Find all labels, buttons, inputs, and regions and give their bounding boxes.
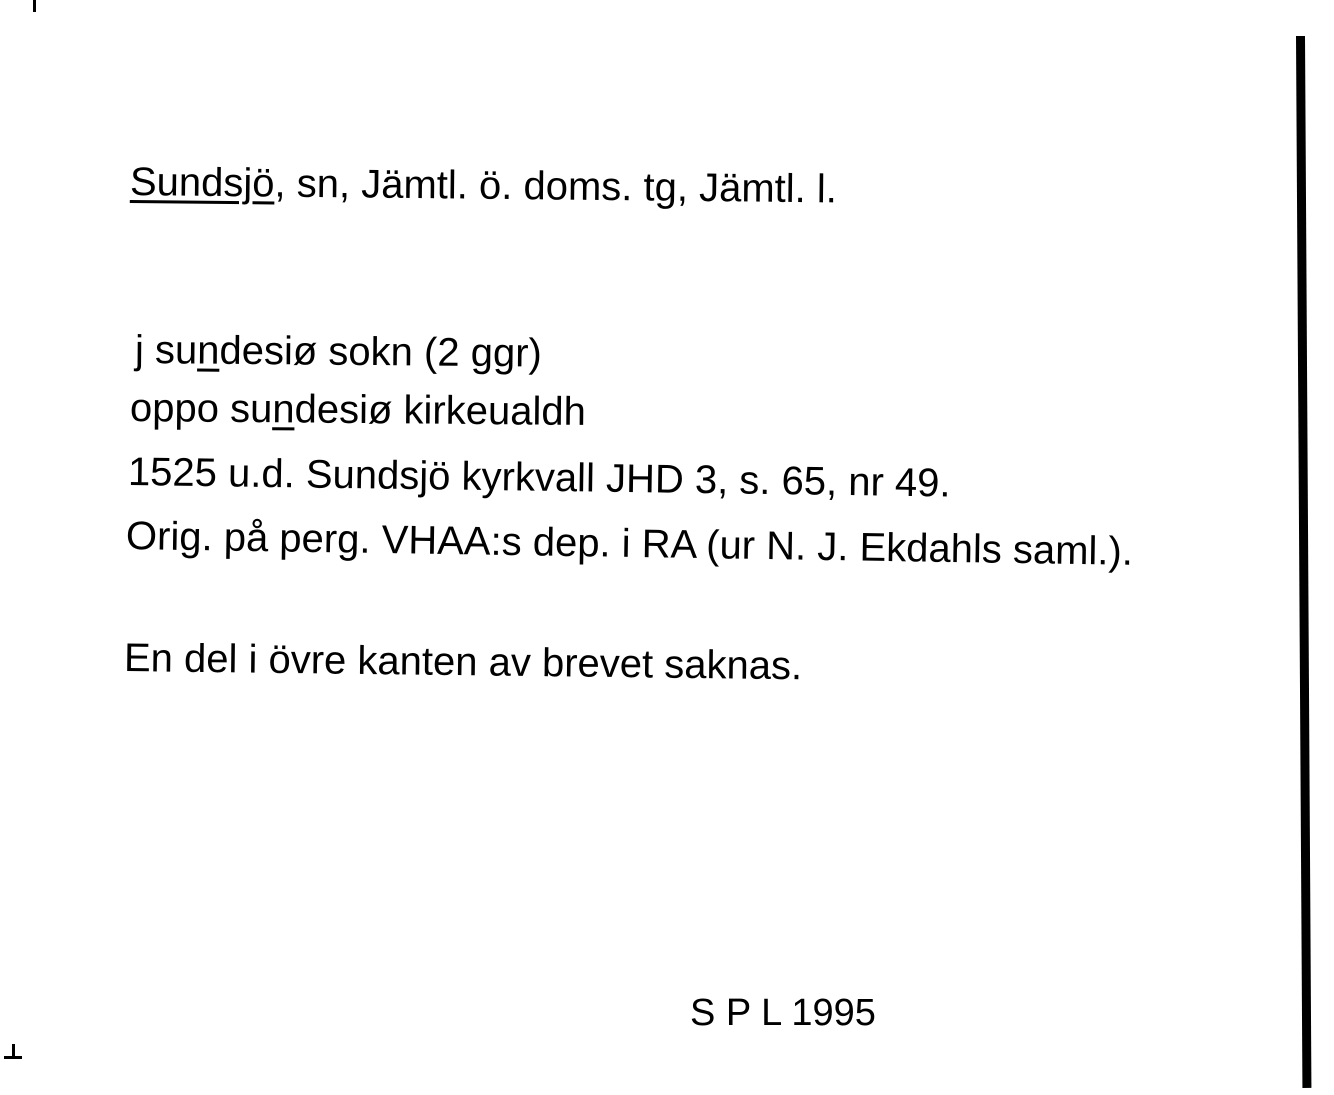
heading-line <box>129 160 838 212</box>
place-name: Sundsjö <box>129 160 275 206</box>
historical-form-1: j sundesiø sokn (2 ggr) <box>134 328 543 376</box>
source-original: Orig. på perg. VHAA:s dep. i RA (ur N. J. Ekdahls saml.). <box>125 514 1134 574</box>
source-reference: 1525 u.d. Sundsjö kyrkvall JHD 3, s. 65, nr 49. <box>127 450 951 506</box>
crop-mark-top <box>33 0 36 12</box>
heading-details: , sn, Jämtl. ö. doms. tg, Jämtl. l. <box>274 161 838 212</box>
note-text: En del i övre kanten av brevet saknas. <box>123 636 803 689</box>
signature: S P L 1995 <box>690 992 876 1034</box>
card-edge-line <box>1296 36 1311 1088</box>
crop-mark-bottom-base <box>4 1056 22 1059</box>
historical-form-2: oppo sundesiø kirkeualdh <box>129 386 587 434</box>
